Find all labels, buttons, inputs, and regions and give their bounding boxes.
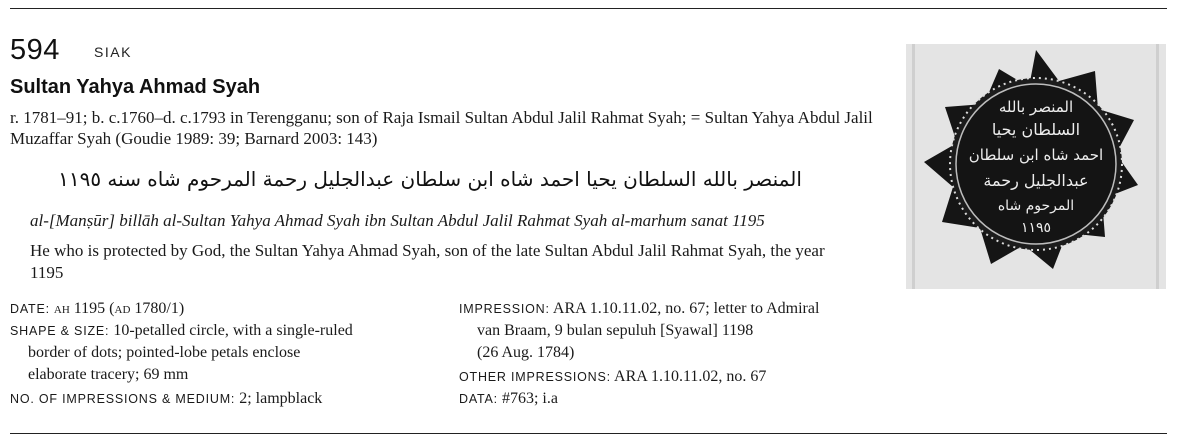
top-rule xyxy=(10,8,1167,9)
seal-line-1: المنصر بالله xyxy=(998,98,1074,116)
seal-paper-fold-right xyxy=(1156,44,1159,289)
entry-number: 594 xyxy=(10,34,60,66)
meta-data xyxy=(459,388,558,410)
meta-impressions xyxy=(10,388,322,410)
meta-shape xyxy=(10,320,440,386)
seal-line-6: ١١٩٥ xyxy=(1020,220,1052,236)
seal-image xyxy=(906,44,1166,289)
impression-value-2: van Braam, 9 bulan sepuluh [Syawal] 1198 xyxy=(477,322,754,339)
other-value: ARA 1.10.11.02, no. 67 xyxy=(614,368,767,385)
seal-line-5: المرحوم شاه xyxy=(997,198,1075,214)
other-label: OTHER IMPRESSIONS: xyxy=(459,370,611,384)
seal-line-3: احمد شاه ابن سلطان xyxy=(968,146,1104,164)
date-label: DATE: xyxy=(10,302,50,316)
meta-date xyxy=(10,298,184,320)
entry-bio: r. 1781–91; b. c.1760–d. c.1793 in Terengganu; son of Raja Ismail Sultan Abdul Jalil Rahmat Syah; = Sultan Yahya Abdul Jalil Muzaffar Syah (Goudie 1989: 39; Barnard 2003: 143) xyxy=(10,108,873,148)
seal-line-4: عبدالجليل رحمة xyxy=(983,171,1089,190)
impression-label: IMPRESSION: xyxy=(459,302,550,316)
meta-other xyxy=(459,366,766,388)
shape-value-1: 10-petalled circle, with a single-ruled xyxy=(113,322,353,339)
impressions-value: 2; lampblack xyxy=(239,390,323,407)
entry-place: SIAK xyxy=(94,44,132,60)
impression-value-3: (26 Aug. 1784) xyxy=(477,344,575,361)
shape-label: SHAPE & SIZE: xyxy=(10,324,110,338)
meta-impression xyxy=(459,298,889,364)
impression-value-1: ARA 1.10.11.02, no. 67; letter to Admiral xyxy=(552,300,820,317)
data-value: #763; i.a xyxy=(501,390,558,407)
translation: He who is protected by God, the Sultan Yahya Ahmad Syah, son of the late Sultan Abdul Jalil Rahmat Syah, the year 1195 xyxy=(30,241,825,282)
entry-title: Sultan Yahya Ahmad Syah xyxy=(10,76,261,98)
date-value: ah 1195 (ad 1780/1) xyxy=(53,300,185,317)
seal-paper-fold xyxy=(912,44,915,289)
impressions-label: NO. OF IMPRESSIONS & MEDIUM: xyxy=(10,392,236,406)
seal-line-2: السلطان يحيا xyxy=(991,120,1081,139)
bottom-rule xyxy=(10,433,1167,434)
shape-value-3: elaborate tracery; 69 mm xyxy=(28,366,189,383)
transliteration: al-[Manṣūr] billāh al-Sultan Yahya Ahmad Syah ibn Sultan Abdul Jalil Rahmat Syah al-marhum sanat 1195 xyxy=(30,211,765,230)
seal-graphic xyxy=(906,44,1166,289)
shape-value-2: border of dots; pointed-lobe petals enclose xyxy=(28,344,301,361)
arabic-inscription: المنصر بالله السلطان يحيا احمد شاه ابن سلطان عبدالجليل رحمة المرحوم شاه سنه ١١٩٥ xyxy=(58,167,802,191)
data-label: DATA: xyxy=(459,392,498,406)
